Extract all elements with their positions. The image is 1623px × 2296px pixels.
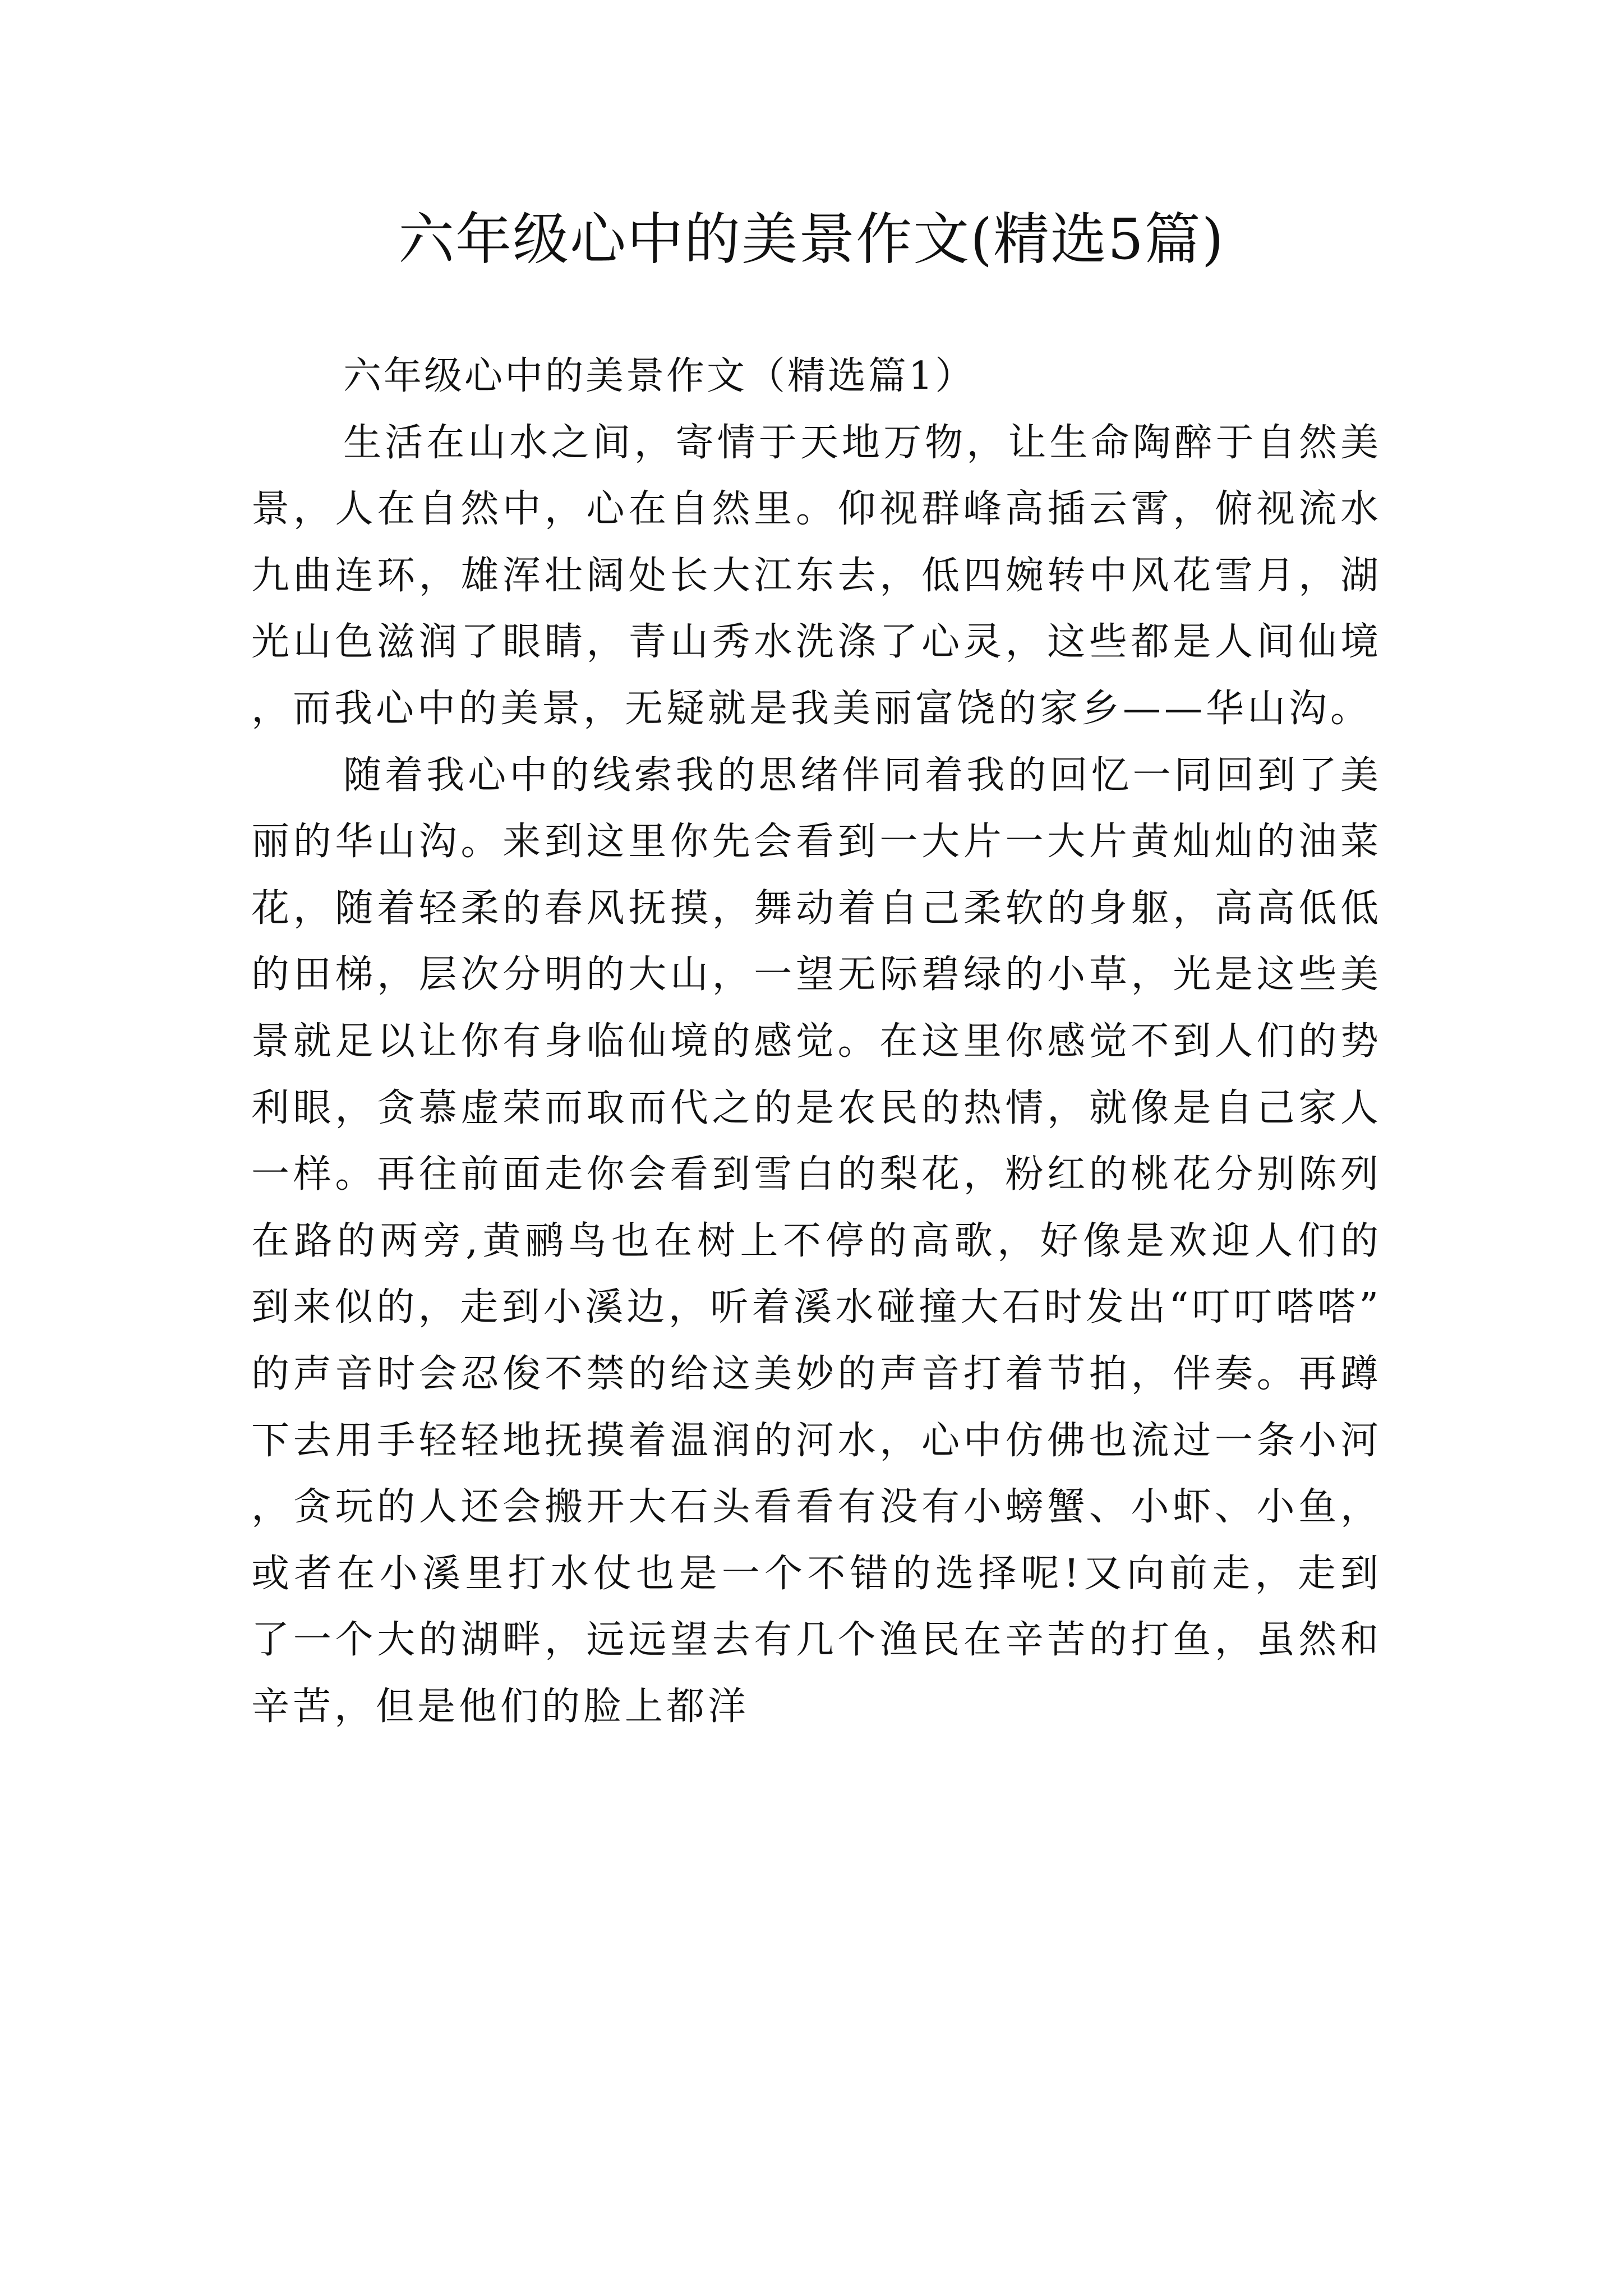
document-title: 六年级心中的美景作文(精选5篇) bbox=[398, 206, 1225, 272]
document-body bbox=[251, 343, 1382, 1740]
section-heading: 六年级心中的美景作文（精选篇1） bbox=[343, 354, 976, 398]
paragraph-huashangou-scenery: 随着我心中的线索我的思绪伴同着我的回忆一同回到了美丽的华山沟。来到这里你先会看到一大片一大片黄灿灿的油菜花，随着轻柔的春风抚摸，舞动着自己柔软的身躯，高高低低的田梯，层次分明的大山，一望无际碧绿的小草，光是这些美景就足以让你有身临仙境的感觉。在这里你感觉不到人们的势利眼，贪慕虚荣而取而代之的是农民的热情，就像是自己家人一样。再往前面走你会看到雪白的梨花，粉红的桃花分别陈列在路的两旁,黄鹂鸟也在树上不停的高歌，好像是欢迎人们的到来似的，走到小溪边，听着溪水碰撞大石时发出“叮叮嗒嗒”的声音时会忍俊不禁的给这美妙的声音打着节拍，伴奏。再蹲下去用手轻轻地抚摸着温润的河水，心中仿佛也流过一条小河，贪玩的人还会搬开大石头看看有没有小螃蟹、小虾、小鱼，或者在小溪里打水仗也是一个不错的选择呢!又向前走，走到了一个大的湖畔，远远望去有几个渔民在辛苦的打鱼，虽然和辛苦，但是他们的脸上都洋 bbox=[251, 753, 1382, 1729]
paragraph-intro: 生活在山水之间，寄情于天地万物，让生命陶醉于自然美景，人在自然中，心在自然里。仰视群峰高插云霄，俯视流水九曲连环，雄浑壮阔处长大江东去，低四婉转中风花雪月，湖光山色滋润了眼睛，青山秀水洗涤了心灵，这些都是人间仙境，而我心中的美景，无疑就是我美丽富饶的家乡——华山沟。 bbox=[251, 420, 1382, 731]
